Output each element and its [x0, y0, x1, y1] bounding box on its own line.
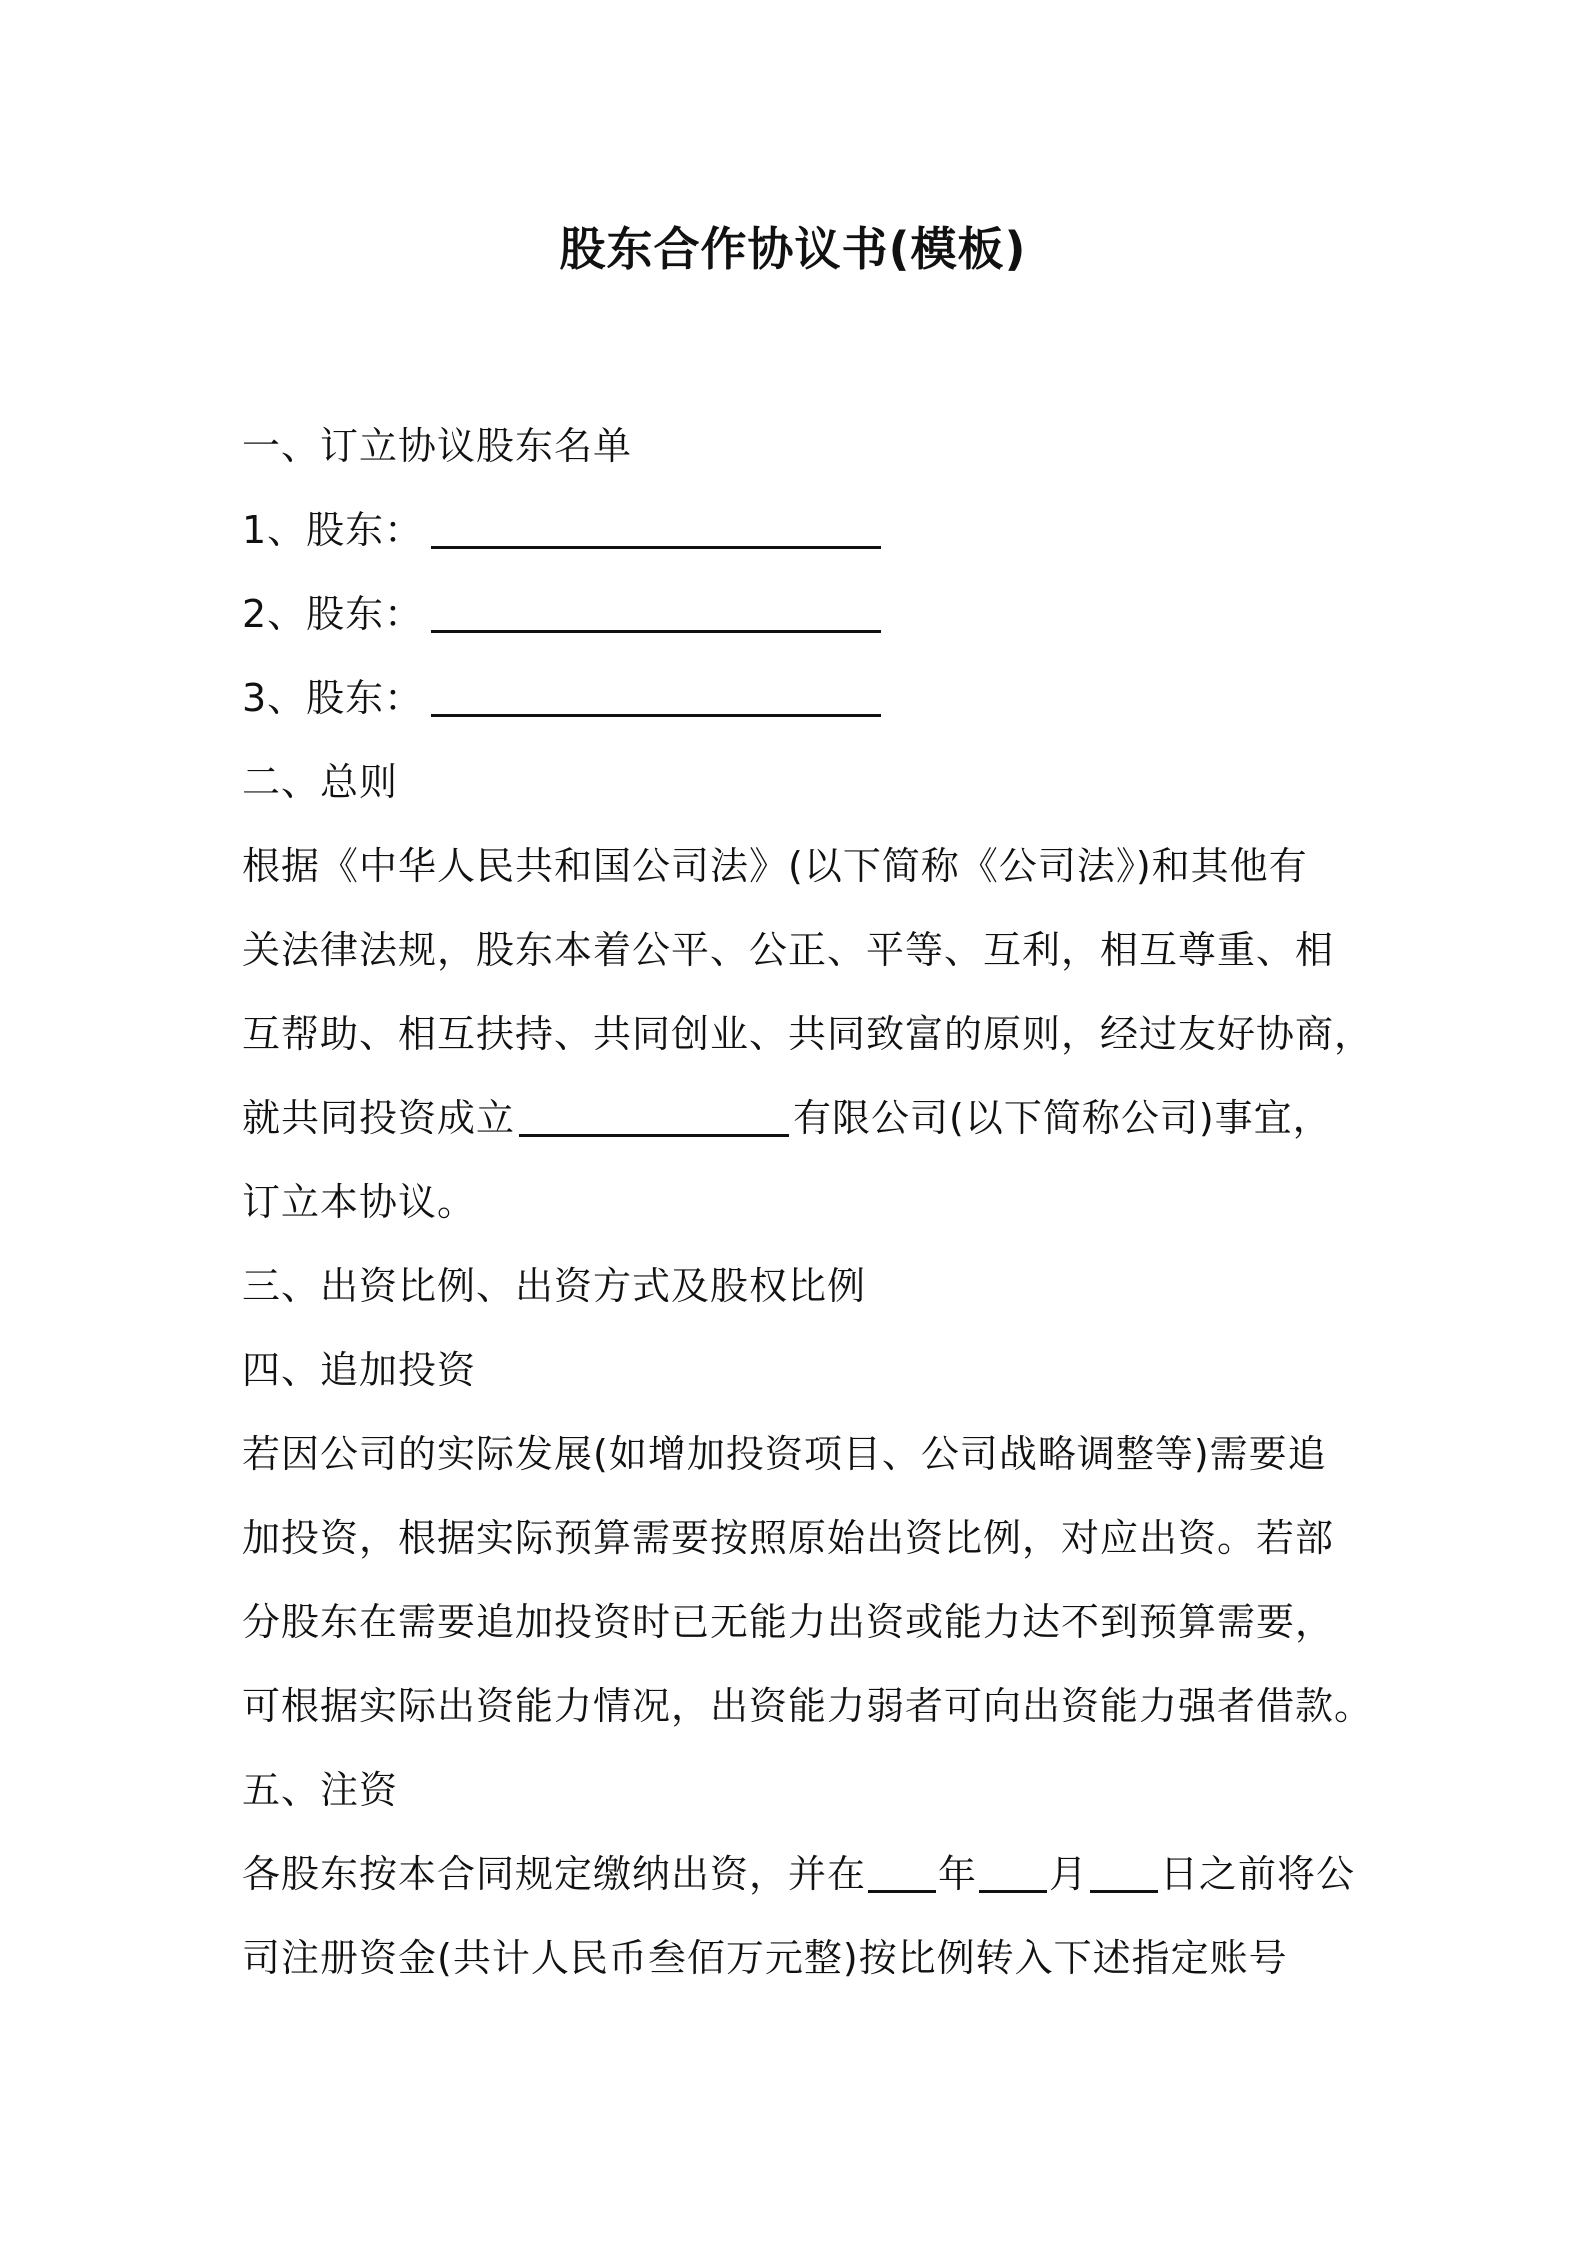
text-fragment: 就共同投资成立 — [242, 1096, 516, 1140]
shareholder-label: 3、股东： — [242, 676, 424, 720]
company-name-blank — [519, 1090, 789, 1137]
shareholder-name-blank — [431, 670, 881, 717]
section-heading-general: 二、总则 — [242, 760, 399, 804]
shareholder-label: 1、股东： — [242, 508, 424, 552]
paragraph-line-date — [242, 1832, 1372, 1916]
day-blank — [1090, 1846, 1158, 1893]
paragraph-line: 加投资，根据实际预算需要按照原始出资比例，对应出资。若部 — [242, 1516, 1335, 1560]
section-heading-capital-ratio: 三、出资比例、出资方式及股权比例 — [242, 1264, 867, 1308]
shareholder-line-2 — [242, 572, 1372, 656]
document-title: 股东合作协议书(模板) — [559, 222, 1027, 276]
shareholder-name-blank — [431, 502, 881, 549]
paragraph-line-company — [242, 1076, 1372, 1160]
paragraph-line: 分股东在需要追加投资时已无能力出资或能力达不到预算需要， — [242, 1600, 1335, 1644]
text-fragment: 日之前将公 — [1160, 1852, 1356, 1896]
paragraph-line: 司注册资金(共计人民币叁佰万元整)按比例转入下述指定账号 — [242, 1936, 1288, 1980]
text-fragment: 年 — [938, 1852, 978, 1896]
shareholder-label: 2、股东： — [242, 592, 424, 636]
paragraph-line: 若因公司的实际发展(如增加投资项目、公司战略调整等)需要追 — [242, 1432, 1327, 1476]
text-fragment: 月 — [1049, 1852, 1089, 1896]
document-body — [242, 404, 1372, 2000]
text-fragment: 有限公司(以下简称公司)事宜， — [793, 1096, 1332, 1140]
section-heading-capital-injection: 五、注资 — [242, 1768, 399, 1812]
paragraph-line: 订立本协议。 — [242, 1180, 477, 1224]
paragraph-line: 关法律法规，股东本着公平、公正、平等、互利，相互尊重、相 — [242, 928, 1335, 972]
section-heading-shareholder-list: 一、订立协议股东名单 — [242, 424, 633, 468]
shareholder-line-3 — [242, 656, 1372, 740]
paragraph-line: 可根据实际出资能力情况，出资能力弱者可向出资能力强者借款。 — [242, 1684, 1374, 1728]
shareholder-line-1 — [242, 488, 1372, 572]
text-fragment: 各股东按本合同规定缴纳出资，并在 — [242, 1852, 867, 1896]
paragraph-line: 根据《中华人民共和国公司法》(以下简称《公司法》)和其他有 — [242, 844, 1308, 888]
month-blank — [979, 1846, 1047, 1893]
shareholder-name-blank — [431, 586, 881, 633]
paragraph-line: 互帮助、相互扶持、共同创业、共同致富的原则，经过友好协商， — [242, 1012, 1374, 1056]
section-heading-additional-investment: 四、追加投资 — [242, 1348, 477, 1392]
year-blank — [868, 1846, 936, 1893]
